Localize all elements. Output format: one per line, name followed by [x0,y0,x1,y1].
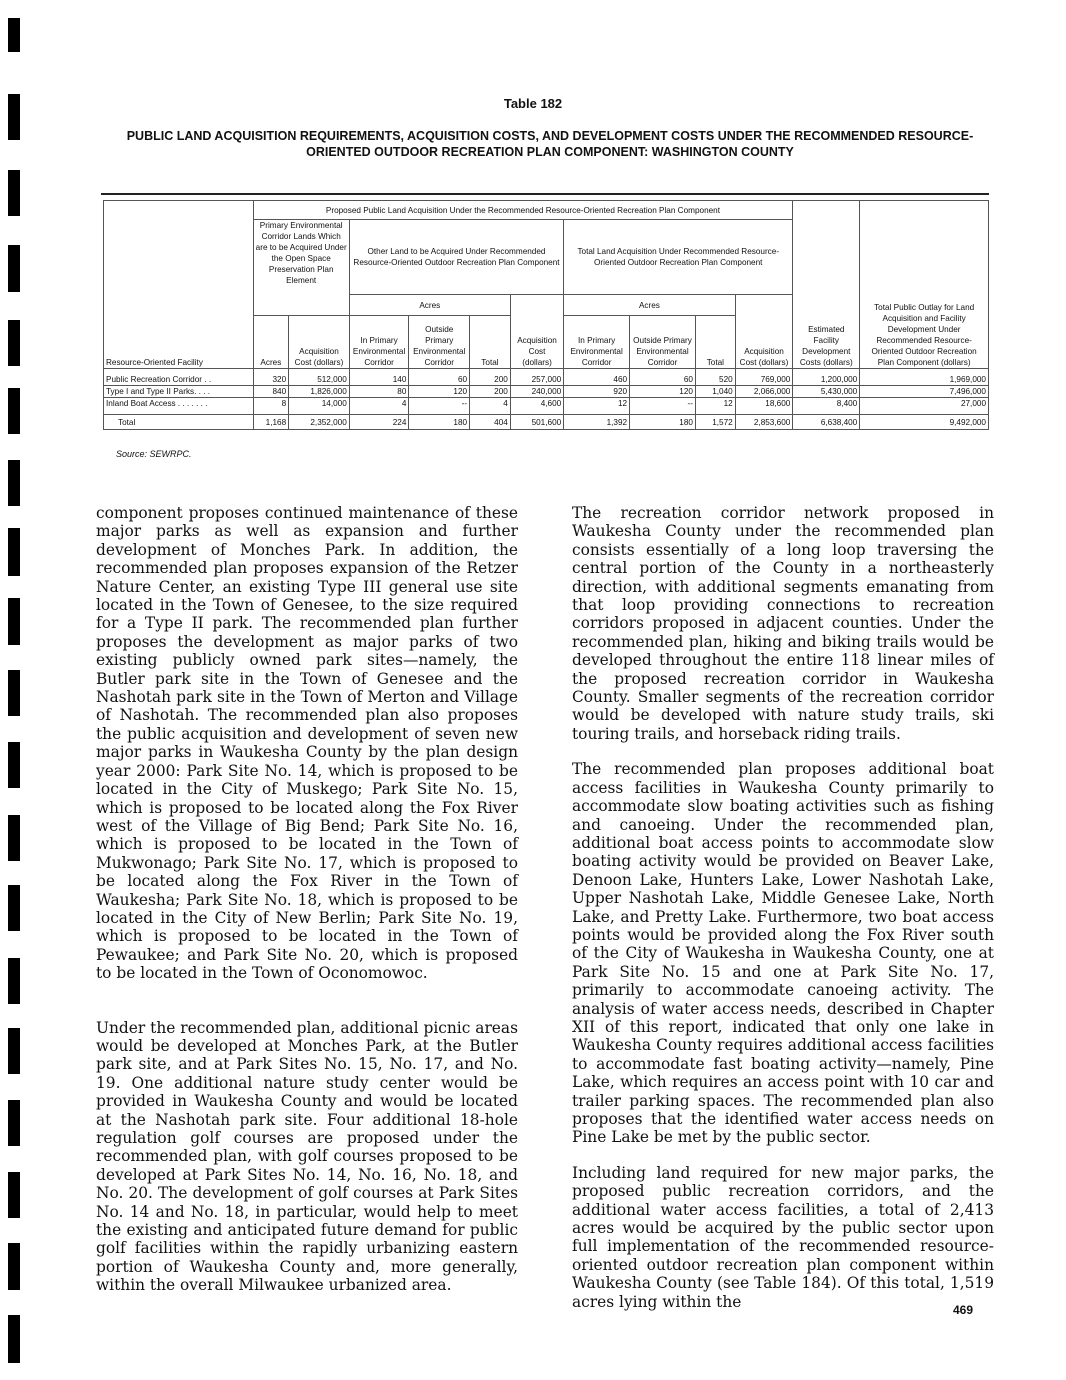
cell: 1,572 [695,415,735,430]
cell: -- [630,398,696,415]
facility-cell: Total [104,415,254,430]
header-total-outside-primary: Outside Primary Environmental Corridor [630,316,696,369]
cell: 120 [409,386,470,398]
table-row [104,386,989,398]
table-title: PUBLIC LAND ACQUISITION REQUIREMENTS, ACQUISITION COSTS, AND DEVELOPMENT COSTS UNDER THE RECOMMENDED RESOURCE-ORIENTED OUTDOOR RECREATION PLAN COMPONENT: WASHINGTON COUNTY [126,129,974,159]
binding-mark [8,670,20,716]
table-row [104,398,989,415]
binding-mark [8,460,20,506]
facility-cell: Inland Boat Access . . . . . . . [104,398,254,415]
header-facility: Resource-Oriented Facility [104,201,254,369]
header-other-in-primary: In Primary Environmental Corridor [349,316,409,369]
facility-cell: Public Recreation Corridor . . [104,369,254,386]
cell: 60 [409,369,470,386]
binding-mark [8,1315,20,1363]
header-total-acres: Acres [564,295,736,316]
header-total-acq-cost: Acquisition Cost (dollars) [735,295,793,369]
acquisition-table [103,200,989,430]
cell: 840 [253,386,289,398]
header-total-outlay: Total Public Outlay for Land Acquisition and Facility Development Under Recommended Resource-Oriented Outdoor Recreation Plan Component (dollars) [860,201,989,369]
cell: 6,638,400 [793,415,860,430]
cell: 80 [349,386,409,398]
header-total-in-primary: In Primary Environmental Corridor [564,316,630,369]
left-column [96,504,518,1312]
paragraph: The recommended plan proposes additional boat access facilities in Waukesha County primarily to accommodate slow boating activities such as fishing and canoeing. Under the recommended plan, additional boat access points to accommodate slow boating activity would be provided on Beaver Lake, Denoon Lake, Hunters Lake, Lower Nashotah Lake, Upper Nashotah Lake, Middle Genesee Lake, North Lake, and Pretty Lake. Furthermore, two boat access points would be provided along the Fox River south of the City of Waukesha in Waukesha County, one at Park Site No. 15 and one at Park Site No. 17, primarily to accommodate canoeing activity. The analysis of water access needs, described in Chapter XII of this report, indicated that only one lake in Waukesha County requires additional access facilities to accommodate fast boating activity—namely, Pine Lake, which requires an access point with 10 car and trailer parking spaces. The recommended plan also proposes that the identified water access needs on Pine Lake be met by the public sector. [572,760,994,1147]
binding-mark [8,598,20,645]
cell: 2,352,000 [289,415,350,430]
header-other-group: Other Land to be Acquired Under Recommended Resource-Oriented Outdoor Recreation Plan Component [349,220,563,295]
cell: 257,000 [510,369,563,386]
cell: 7,496,000 [860,386,989,398]
total-row [104,415,989,430]
cell: 27,000 [860,398,989,415]
cell: 120 [630,386,696,398]
cell: 9,492,000 [860,415,989,430]
binding-mark [8,170,20,216]
table-source: Source: SEWRPC. [116,449,192,459]
cell: 200 [470,369,511,386]
paragraph: Including land required for new major parks, the proposed public recreation corridors, and the additional water access facilities, a total of 2,413 acres would be acquired by the public sector upon full implementation of the recommended resource-oriented outdoor recreation plan component within Waukesha County (see Table 184). Of this total, 1,519 acres lying within the [572,1163,994,1311]
cell: 460 [564,369,630,386]
paragraph: The recreation corridor network proposed in Waukesha County under the recommended plan consists essentially of a long loop traversing the central portion of the County in a northeasterly direction, with additional segments emanating from that loop providing connections to recreation corridors proposed in adjacent counties. Under the recommended plan, hiking and biking trails would be developed throughout the entire 118 linear miles of the proposed recreation corridor in Waukesha County. Smaller segments of the recreation corridor would be developed with nature study trails, ski touring trails, and horseback riding trails. [572,504,994,743]
cell: 1,040 [695,386,735,398]
cell: 501,600 [510,415,563,430]
cell: 60 [630,369,696,386]
binding-mark [8,1243,20,1290]
cell: 320 [253,369,289,386]
cell: 8 [253,398,289,415]
binding-mark [8,742,20,788]
cell: 14,000 [289,398,350,415]
header-primary-group: Primary Environmental Corridor Lands Which are to be Acquired Under the Open Space Preservation Plan Element [253,220,349,316]
binding-mark [8,1172,20,1218]
cell: 12 [564,398,630,415]
title-rule [101,193,989,195]
table-row [104,369,989,386]
binding-mark [8,958,20,1004]
cell: -- [409,398,470,415]
page-number: 469 [953,1303,974,1317]
header-primary-acq-cost: Acquisition Cost (dollars) [289,316,350,369]
cell: 2,066,000 [735,386,793,398]
paragraph: component proposes continued maintenance of these major parks as well as expansion and further development of Monches Park. In addition, the recommended plan proposes expansion of the Retzer Nature Center, an existing Type III general use site located in the Town of Genesee, to the size required for a Type II park. The recommended plan further proposes the development as major parks of two existing publicly owned park sites—namely, the Butler park site in the Town of Genesee and the Nashotah park site in the Town of Merton and Village of Nashotah. The recommended plan also proposes the public acquisition and development of seven new major parks in Waukesha County by the plan design year 2000: Park Site No. 14, which is proposed to be located in the City of Muskego; Park Site No. 15, which is proposed to be located along the Fox River west of the Village of Big Bend; Park Site No. 16, which is proposed to be located in the Town of Mukwonago; Park Site No. 17, which is proposed to be located along the Fox River in the Town of Waukesha; Park Site No. 18, which is proposed to be located in the City of New Berlin; Park Site No. 19, which is proposed to be located in the Town of Pewaukee; and Park Site No. 20, which is proposed to be located in the Town of Oconomowoc. [96,504,518,983]
cell: 1,826,000 [289,386,350,398]
cell: 769,000 [735,369,793,386]
cell: 180 [409,415,470,430]
cell: 1,969,000 [860,369,989,386]
header-other-outside-primary: Outside Primary Environmental Corridor [409,316,470,369]
binding-mark [8,245,20,292]
header-super: Proposed Public Land Acquisition Under the Recommended Resource-Oriented Recreation Plan Component [253,201,793,220]
binding-mark [8,388,20,434]
cell: 1,168 [253,415,289,430]
binding-mark [8,528,20,576]
header-total-land-group: Total Land Acquisition Under Recommended Resource-Oriented Outdoor Recreation Plan Component [564,220,793,295]
cell: 8,400 [793,398,860,415]
header-total-total: Total [695,316,735,369]
cell: 12 [695,398,735,415]
cell: 180 [630,415,696,430]
paragraph: Under the recommended plan, additional picnic areas would be developed at Monches Park, at the Butler park site, and at Park Sites No. 15, No. 17, and No. 19. One additional nature study center would be provided in Waukesha County and would be located at the Nashotah park site. Four additional 18-hole regulation golf courses are proposed under the recommended plan, with golf courses proposed to be developed at Park Sites No. 14, No. 16, No. 18, and No. 20. The development of golf courses at Park Sites No. 14 and No. 18, in particular, would help to meet the existing and anticipated future demand for public golf facilities within the rapidly urbanizing eastern portion of Waukesha County and, more generally, within the overall Milwaukee urbanized area. [96,1018,518,1295]
cell: 240,000 [510,386,563,398]
header-other-total: Total [470,316,511,369]
binding-mark [8,320,20,366]
cell: 920 [564,386,630,398]
cell: 404 [470,415,511,430]
cell: 4 [349,398,409,415]
cell: 2,853,600 [735,415,793,430]
cell: 520 [695,369,735,386]
header-est-dev-cost: Estimated Facility Development Costs (dollars) [793,201,860,369]
cell: 5,430,000 [793,386,860,398]
binding-mark [8,885,20,931]
binding-mark [8,1100,20,1146]
cell: 4 [470,398,511,415]
cell: 4,600 [510,398,563,415]
cell: 18,600 [735,398,793,415]
header-other-acres: Acres [349,295,510,316]
facility-cell: Type I and Type II Parks. . . . [104,386,254,398]
cell: 1,200,000 [793,369,860,386]
binding-mark [8,815,20,861]
header-other-acq-cost: Acquisition Cost (dollars) [510,295,563,369]
cell: 140 [349,369,409,386]
header-primary-acres: Acres [253,316,289,369]
cell: 200 [470,386,511,398]
right-column [572,504,994,1328]
cell: 1,392 [564,415,630,430]
binding-mark [8,18,20,52]
cell: 512,000 [289,369,350,386]
cell: 224 [349,415,409,430]
table-number: Table 182 [503,96,563,111]
binding-mark [8,1028,20,1074]
